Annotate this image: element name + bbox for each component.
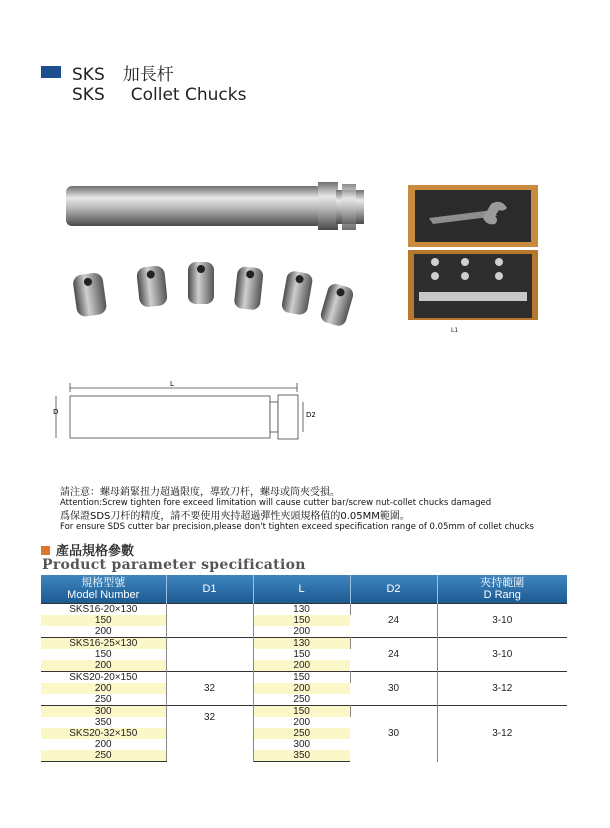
attention-note-zh: 請注意：螺母銷緊扭力超過限度，導致刀杆，螺母或筒夾受損。	[60, 487, 340, 498]
section-bullet	[41, 546, 50, 555]
wooden-box-photo	[405, 180, 555, 335]
table-row: SKS20-32×150 250	[41, 728, 567, 739]
table-row: 200 200	[41, 683, 567, 694]
col-model-header: 規格型號 Model Number	[41, 575, 166, 604]
dim-label-d2: D2	[306, 411, 316, 419]
spec-table	[41, 575, 567, 762]
precision-note	[60, 512, 534, 532]
section-title-zh: 產品規格參數	[56, 544, 135, 559]
table-row: 300 32 150 30 3-12	[41, 706, 567, 718]
table-row: 200 300	[41, 739, 567, 750]
table-row: SKS16-20×130 130 24 3-10	[41, 604, 567, 616]
title-bullet	[41, 66, 61, 78]
box-base	[408, 250, 538, 320]
box-lid	[408, 185, 538, 247]
attention-note-en: Attention:Screw tighten fore exceed limitation will cause cutter bar/screw nut-collet chucks damaged	[60, 498, 492, 508]
product-photo	[60, 170, 380, 330]
spec-header-row	[41, 575, 567, 604]
table-row: SKS16-25×130 130 24 3-10	[41, 638, 567, 650]
title-line-zh	[72, 60, 174, 85]
collet-set	[72, 262, 355, 328]
col-l-header: L	[253, 575, 350, 604]
table-row: 150 150	[41, 649, 567, 660]
table-row: SKS20-20×150 32 150 30 3-12	[41, 672, 567, 684]
dim-label-l: L	[170, 380, 174, 388]
precision-note-zh: 爲保證SDS刀杆的精度，請不要使用夾持超過彈性夾頭規格值的0.05MM範圍。	[60, 511, 410, 522]
title-line-en	[72, 85, 246, 105]
dimension-drawing	[50, 378, 330, 448]
table-row: 150 150	[41, 615, 567, 626]
collet-chuck-bar	[66, 182, 364, 230]
title-code: SKS	[72, 65, 105, 85]
col-d2-header: D2	[350, 575, 437, 604]
table-row: 250 350	[41, 750, 567, 762]
table-row: 250 250	[41, 694, 567, 706]
title-code-en: SKS	[72, 85, 105, 105]
section-title-en: Product parameter specification	[42, 557, 306, 573]
title-en: Collet Chucks	[130, 85, 247, 105]
col-range-header: 夾持範圍 D Rang	[437, 575, 567, 604]
attention-note	[60, 488, 491, 508]
table-row: 350 200	[41, 717, 567, 728]
col-d1-header: D1	[166, 575, 253, 604]
table-row: 200 200	[41, 626, 567, 638]
box-label: L1	[451, 327, 459, 334]
title-zh: 加長杆	[122, 65, 174, 85]
dim-label-d: D	[53, 408, 59, 416]
table-row: 200 200	[41, 660, 567, 672]
precision-note-en: For ensure SDS cutter bar precision,please don't tighten exceed specification range of 0.05mm of collet chucks	[60, 522, 534, 532]
